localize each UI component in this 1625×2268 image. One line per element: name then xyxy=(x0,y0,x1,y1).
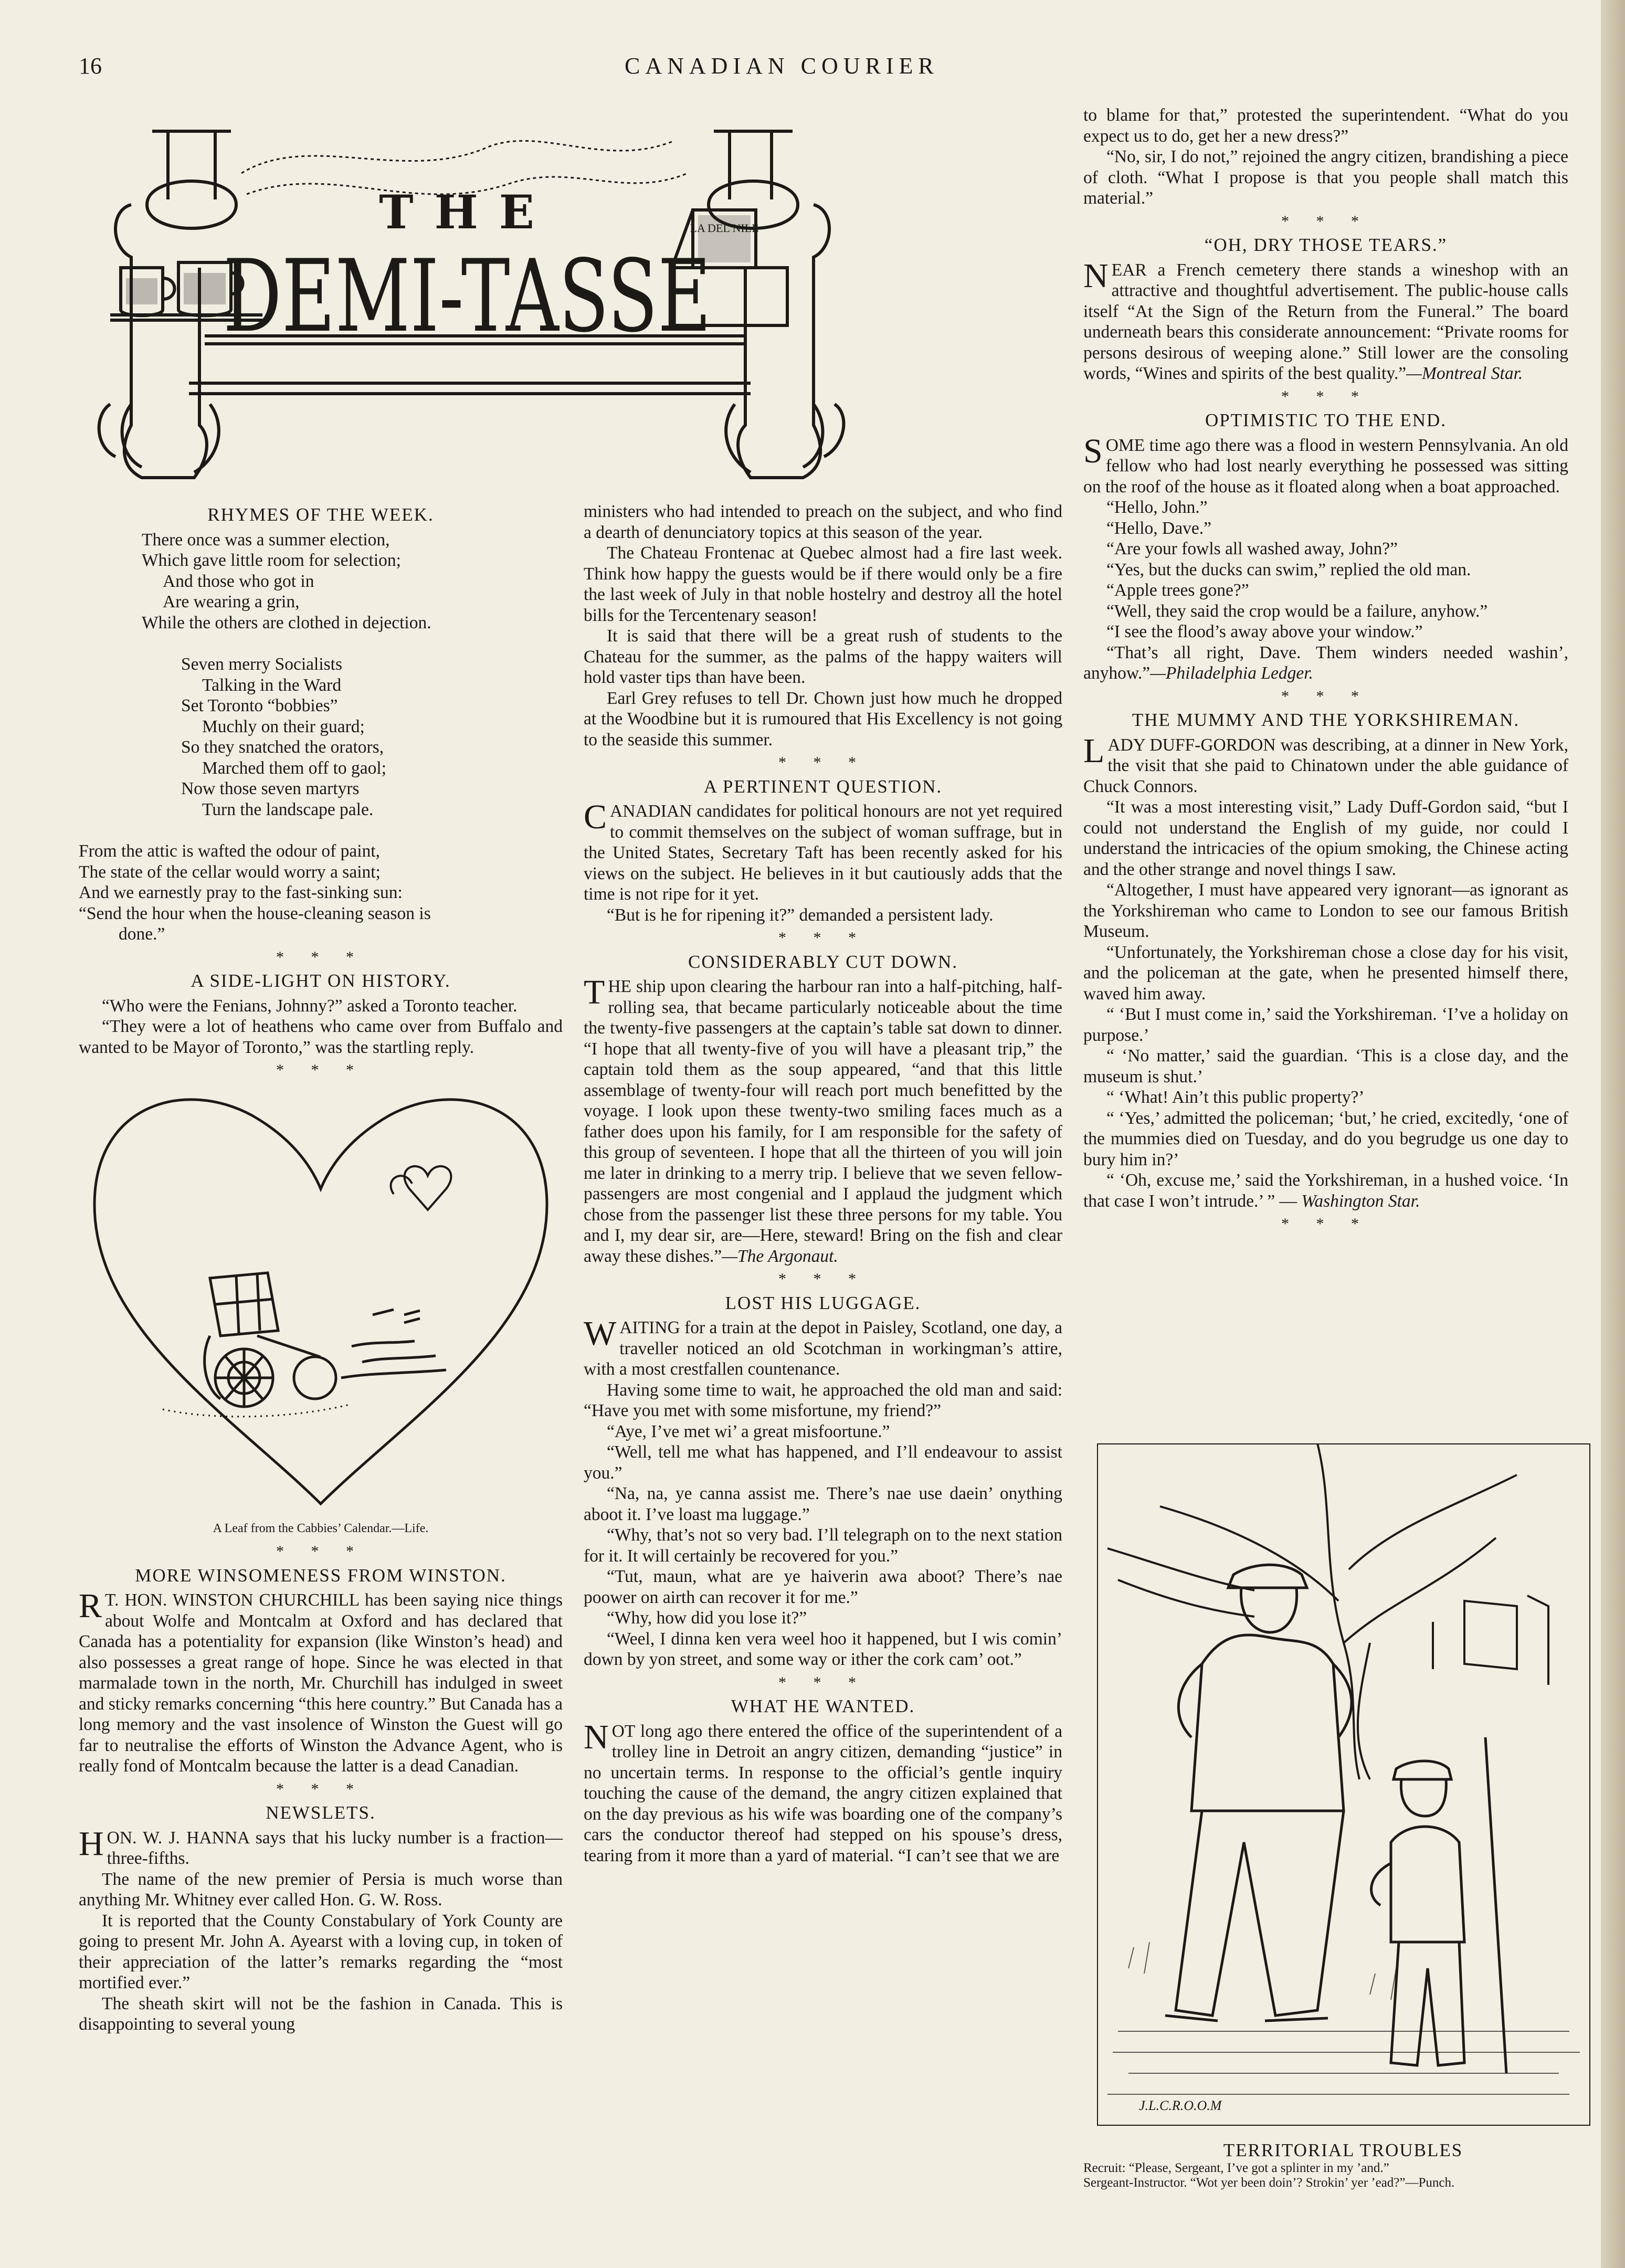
pertinent-text: ANADIAN candidates for political honours are not yet required to commit themselves on the subject of woman suffrage, but in the United States, Secretary Taft has been recently asked for his views on the subject. He believes in it but cautiously adds that the time is not ripe for it yet. xyxy=(584,801,1062,904)
territorial-troubles-cartoon xyxy=(1097,1443,1590,2126)
mummy-paragraph xyxy=(1083,1170,1568,1211)
column-1 xyxy=(79,501,563,2035)
cigar-box-label: LA DEL NILE xyxy=(690,221,759,235)
poem-line: Muchly on their guard; xyxy=(202,716,365,736)
wanted-title: WHAT HE WANTED. xyxy=(731,1696,915,1716)
banner-title-the: THE xyxy=(379,185,555,239)
newslets-paragraph xyxy=(79,1824,563,1869)
sidelight-paragraph: “Who were the Fenians, Johnny?” asked a Toronto teacher. xyxy=(102,996,518,1016)
mummy-text: ADY DUFF-GORDON was describing, at a dinner in New York, the visit that she paid to Chinatown under the able guidance of Chuck Connors. xyxy=(1083,735,1568,796)
poem-line: The state of the cellar would worry a saint; xyxy=(79,862,381,882)
cartoon-signature: J.L.C.R.O.O.M xyxy=(1139,2098,1222,2113)
optimistic-source: —Philadelphia Ledger. xyxy=(1150,663,1313,683)
luggage-text: AITING for a train at the depot in Paisley, Scotland, one day, a traveller noticed an old Scotchman in workingman’s attire, with a most crestfallen countenance. xyxy=(584,1318,1062,1379)
newslets-title: NEWSLETS. xyxy=(266,1802,376,1823)
poem-line: Turn the landscape pale. xyxy=(202,799,374,819)
cutdown-paragraph xyxy=(584,973,1062,1267)
mummy-paragraph: “ ‘Yes,’ admitted the policeman; ‘but,’ he cried, excitedly, ‘one of the mummies died on Tuesday, and do you begrudge us one day to bury him in?’ xyxy=(1083,1108,1568,1169)
poem-line: And those who got in xyxy=(163,571,314,591)
luggage-paragraph: “Well, tell me what has happened, and I’ll endeavour to assist you.” xyxy=(584,1442,1062,1483)
tears-paragraph xyxy=(1083,256,1568,384)
demi-tasse-banner xyxy=(89,110,848,493)
sidelight-paragraph: “They were a lot of heathens who came over from Buffalo and wanted to be Mayor of Toronto,” was the startling reply. xyxy=(79,1017,563,1057)
luggage-paragraph xyxy=(584,1314,1062,1380)
luggage-paragraph: “Why, how did you lose it?” xyxy=(607,1608,807,1628)
rhymes-stanza-2 xyxy=(79,654,563,820)
poem-line: So they snatched the orators, xyxy=(181,737,384,757)
drop-cap: W xyxy=(584,1314,617,1353)
luggage-paragraph: “Weel, I dinna ken vera weel hoo it happened, but I wis comin’ down by yon street, and some way or ither the cork cam’ oot.” xyxy=(584,1629,1062,1669)
poem-line: Are wearing a grin, xyxy=(163,592,300,611)
cutdown-source: —The Argonaut. xyxy=(722,1246,838,1266)
section-separator: * * * xyxy=(276,1780,365,1798)
winston-paragraph xyxy=(79,1587,563,1777)
dialogue-line: “Wot yer been doin’? Strokin’ yer ’ead?”—Punch. xyxy=(1190,2175,1455,2190)
section-separator: * * * xyxy=(778,929,868,946)
section-separator: * * * xyxy=(1281,687,1370,705)
luggage-paragraph: “Na, na, ye canna assist me. There’s nae use daein’ onything aboot it. I’ve loast ma luggage.” xyxy=(584,1484,1062,1524)
mummy-paragraph: “Unfortunately, the Yorkshireman chose a close day for his visit, and the policeman at the gate, when he presented himself there, waved him away. xyxy=(1083,942,1568,1004)
pertinent-title: A PERTINENT QUESTION. xyxy=(703,776,943,797)
section-separator: * * * xyxy=(1281,212,1370,230)
winston-title: MORE WINSOMENESS FROM WINSTON. xyxy=(135,1565,507,1586)
luggage-paragraph: “Aye, I’ve met wi’ a great misfoortune.” xyxy=(607,1421,890,1441)
drop-cap: S xyxy=(1083,431,1103,470)
optimistic-title: OPTIMISTIC TO THE END. xyxy=(1205,410,1447,430)
newslets-paragraph: The name of the new premier of Persia is much worse than anything Mr. Whitney ever called Hon. G. W. Ross. xyxy=(79,1869,563,1910)
poem-line: Marched them off to gaol; xyxy=(202,758,387,778)
mummy-paragraph: “ ‘What! Ain’t this public property?’ xyxy=(1106,1088,1365,1107)
dialogue-line: “Please, Sergeant, I’ve got a splinter in my ’and.” xyxy=(1128,2160,1389,2175)
col2-paragraph: It is said that there will be a great rush of students to the Chateau for the summer, as the palms of the happy waiters will hold vaster tips than have been. xyxy=(584,626,1062,687)
pertinent-paragraph xyxy=(584,798,1062,905)
winston-text: T. HON. WINSTON CHURCHILL has been saying nice things about Wolfe and Montcalm at Oxford and has declared that Canada has a potentiality for expansion (like Winston’s head) and also possesses a great range of hope. Since he was elected in that marmalade town in the north, Mr. Churchill has indulged in sweet and sticky remarks concerning “this here country.” But Canada has a long memory and the vast insolence of Winston the Guest will go far to neutralise the efforts of Winston the Advance Agent, who is really fond of Montcalm because the latter is a dead Canadian. xyxy=(79,1590,563,1776)
wanted-paragraph xyxy=(584,1717,1062,1866)
drop-cap: R xyxy=(79,1587,102,1625)
mummy-text: “ ‘Oh, excuse me,’ said the Yorkshireman, in a hushed voice. ‘In that case I won’t intrude.’ ” — xyxy=(1083,1170,1568,1211)
drop-cap: N xyxy=(584,1717,609,1756)
poem-line: While the others are clothed in dejection. xyxy=(142,613,431,632)
poem-line: Talking in the Ward xyxy=(202,675,342,695)
cutdown-text: HE ship upon clearing the harbour ran into a half-pitching, half-rolling sea, that became particularly noticeable about the time the twenty-five passengers at the captain’s table sat down to dinner. “I hope that all twenty-five of you will have a pleasant trip,” the captain told them as the soup appeared, “and that this little assemblage of twenty-four will reach port much benefitted by the voyage. I look upon these twenty-two smiling faces much as a father does upon his family, for I am responsible for the safety of this group of seventeen. I hope that all the thirteen of you will join me later in drinking to a merry trip. I believe that we seven fellow-passengers are most congenial and I applaud the judgment which chose from the passenger list these three persons for my table. You and I, my dear sir, are—Here, steward! Bring on the fish and clear away these dishes.” xyxy=(584,977,1062,1266)
newslets-paragraph: It is reported that the County Constabulary of York County are going to present Mr. John A. Ayearst with a loving cup, in token of their appreciation of the latter’s remarks regarding the “most mortified ever.” xyxy=(79,1911,563,1992)
column-2 xyxy=(584,501,1062,1866)
newslets-text: ON. W. J. HANNA says that his lucky number is a fraction—three-fifths. xyxy=(107,1828,563,1868)
column-3 xyxy=(1083,105,1568,1238)
optimistic-text: OME time ago there was a flood in western Pennsylvania. An old fellow who had lost nearly everything he possessed was sitting on the roof of the house as it floated along when a boat approached. xyxy=(1083,435,1568,497)
section-separator: * * * xyxy=(778,1673,868,1691)
poem-line: Set Toronto “bobbies” xyxy=(181,696,338,715)
page-edge xyxy=(1601,0,1625,2268)
poem-line: There once was a summer election, xyxy=(142,530,390,550)
section-separator: * * * xyxy=(1281,387,1370,405)
luggage-paragraph: Having some time to wait, he approached the old man and said: “Have you met with some misfortune, my friend?” xyxy=(584,1380,1062,1420)
pertinent-paragraph: “But is he for ripening it?” demanded a persistent lady. xyxy=(607,905,994,925)
tears-title: “OH, DRY THOSE TEARS.” xyxy=(1204,235,1448,255)
wanted-paragraph: to blame for that,” protested the superintendent. “What do you expect us to do, get her a new dress?” xyxy=(1083,106,1568,146)
luggage-title: LOST HIS LUGGAGE. xyxy=(725,1292,921,1313)
heart-cartoon xyxy=(79,1084,563,1514)
mummy-source: Washington Star. xyxy=(1301,1191,1420,1211)
poem-line: Now those seven martyrs xyxy=(181,779,360,798)
optimistic-paragraph xyxy=(1083,431,1568,498)
drop-cap: C xyxy=(584,798,607,836)
col2-paragraph: The Chateau Frontenac at Quebec almost had a fire last week. Think how happy the guests would be if there would only be a fire the last week of July in that noble hostelry and destroy all the hotel bills for the Tercentenary season! xyxy=(584,543,1062,625)
optimistic-paragraph: “Hello, Dave.” xyxy=(1106,518,1211,538)
sidelight-title: A SIDE-LIGHT ON HISTORY. xyxy=(191,971,451,991)
poem-line: “Send the hour when the house-cleaning season is xyxy=(79,903,431,923)
cartoon-dialogue-1 xyxy=(1083,2161,1603,2176)
optimistic-paragraph: “Hello, John.” xyxy=(1106,498,1208,517)
poem-line: From the attic is wafted the odour of paint, xyxy=(79,841,381,861)
poem-line: done.” xyxy=(119,924,165,944)
section-separator: * * * xyxy=(1281,1215,1370,1232)
wanted-text: OT long ago there entered the office of the superintendent of a trolley line in Detroit an angry citizen, demanding “justice” in no uncertain terms. In response to the official’s gentle inquiry touching the cause of the demand, the angry citizen explained that on the day previous as his wife was boarding one of the company’s cars the conductor thereof had stepped on his spouse’s dress, tearing from it more than a yard of material. “I can’t see that we are xyxy=(584,1721,1062,1865)
drop-cap: H xyxy=(79,1824,104,1863)
poem-line: And we earnestly pray to the fast-sinking sun: xyxy=(79,883,403,902)
optimistic-paragraph xyxy=(1083,642,1568,684)
cartoon-caption-block xyxy=(1083,2134,1603,2190)
optimistic-paragraph: “Are your fowls all washed away, John?” xyxy=(1106,539,1398,558)
mummy-title: THE MUMMY AND THE YORKSHIREMAN. xyxy=(1132,710,1520,730)
poem-line: Which gave little room for selection; xyxy=(142,551,401,570)
running-head: CANADIAN COURIER xyxy=(625,53,939,79)
luggage-paragraph: “Why, that’s not so very bad. I’ll telegraph on to the next station for it. It will certainly be recovered for you.” xyxy=(584,1525,1062,1566)
section-separator: * * * xyxy=(276,1543,365,1560)
mummy-paragraph xyxy=(1083,731,1568,797)
cartoon-title: TERRITORIAL TROUBLES xyxy=(1223,2140,1463,2160)
cutdown-title: CONSIDERABLY CUT DOWN. xyxy=(688,951,958,972)
rhymes-stanza-3 xyxy=(79,841,563,945)
banner-title: DEMI-TASSE xyxy=(223,238,711,354)
heart-caption: A Leaf from the Cabbies’ Calendar.—Life. xyxy=(213,1521,429,1535)
drop-cap: L xyxy=(1083,731,1105,770)
optimistic-paragraph: “Yes, but the ducks can swim,” replied the old man. xyxy=(1106,560,1471,579)
rhymes-title: RHYMES OF THE WEEK. xyxy=(207,504,434,525)
mummy-paragraph: “ ‘No matter,’ said the guardian. ‘This is a close day, and the museum is shut.’ xyxy=(1083,1046,1568,1086)
speaker: Recruit: xyxy=(1083,2160,1126,2175)
rhymes-stanza-1 xyxy=(79,530,563,634)
poem-line: Seven merry Socialists xyxy=(181,655,343,674)
mummy-paragraph: “Altogether, I must have appeared very ignorant—as ignorant as the Yorkshireman who came to London to see our famous British Museum. xyxy=(1083,880,1568,941)
cartoon-dialogue-2 xyxy=(1083,2176,1603,2190)
col2-paragraph: Earl Grey refuses to tell Dr. Chown just how much he dropped at the Woodbine but it is rumoured that His Excellency is not going to the seaside this summer. xyxy=(584,688,1062,750)
tears-source: —Montreal Star. xyxy=(1406,364,1523,383)
optimistic-paragraph: “I see the flood’s away above your window.” xyxy=(1106,622,1423,641)
drop-cap: N xyxy=(1083,256,1109,295)
col2-paragraph: ministers who had intended to preach on the subject, and who find a dearth of denunciatory topics at this season of the year. xyxy=(584,502,1062,542)
newslets-paragraph: The sheath skirt will not be the fashion in Canada. This is disappointing to several young xyxy=(79,1993,563,2034)
mummy-paragraph: “It was a most interesting visit,” Lady Duff-Gordon said, “but I could not understand the English of my guide, nor could I understand the intricacies of the opium smoking, the Chinese acting and the other strange and novel things I saw. xyxy=(1083,797,1568,879)
speaker: Sergeant-Instructor. xyxy=(1083,2175,1187,2190)
section-separator: * * * xyxy=(778,1270,868,1288)
page-number: 16 xyxy=(79,53,102,79)
section-separator: * * * xyxy=(276,948,365,966)
section-separator: * * * xyxy=(276,1061,365,1079)
optimistic-paragraph: “Well, they said the crop would be a failure, anyhow.” xyxy=(1106,601,1488,621)
wanted-paragraph: “No, sir, I do not,” rejoined the angry citizen, brandishing a piece of cloth. “What I propose is that you people shall match this material.” xyxy=(1083,147,1568,208)
section-separator: * * * xyxy=(778,754,868,771)
luggage-paragraph: “Tut, maun, what are ye haiverin awa aboot? There’s nae poower on airth can recover it for me.” xyxy=(584,1567,1062,1607)
tears-text: EAR a French cemetery there stands a wineshop with an attractive and thoughtful advertisement. The public-house calls itself “At the Sign of the Return from the Funeral.” The board underneath bears this considerate announcement: “Private rooms for persons desirous of weeping alone.” Still lower are the consoling words, “Wines and spirits of the best quality.” xyxy=(1083,260,1568,383)
mummy-paragraph: “ ‘But I must come in,’ said the Yorkshireman. ‘I’ve a holiday on purpose.’ xyxy=(1083,1005,1568,1045)
optimistic-text: “That’s all right, Dave. Them winders needed washin’, anyhow.” xyxy=(1083,642,1568,683)
drop-cap: T xyxy=(584,973,605,1011)
optimistic-paragraph: “Apple trees gone?” xyxy=(1106,581,1249,600)
